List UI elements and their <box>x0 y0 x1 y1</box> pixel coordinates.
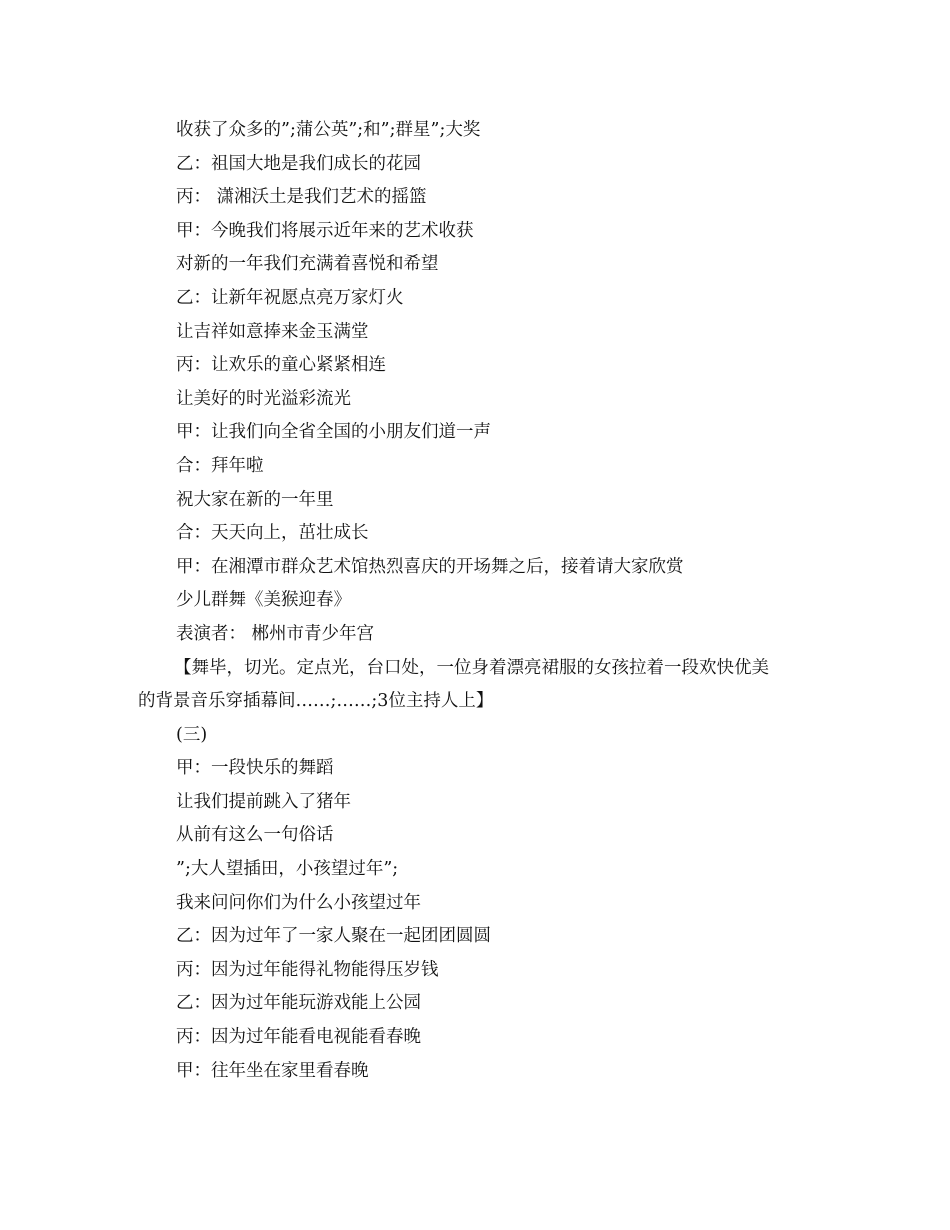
text-line: 从前有这么一句俗话 <box>176 825 334 846</box>
text-line: 甲：一段快乐的舞蹈 <box>176 758 334 779</box>
text-line: 合：拜年啦 <box>176 455 264 476</box>
section-heading: (三) <box>176 724 208 745</box>
stage-direction-line: 的背景音乐穿插幕间……;……;3位主持人上】 <box>138 691 494 712</box>
text-line: 甲：在湘潭市群众艺术馆热烈喜庆的开场舞之后，接着请大家欣赏 <box>176 556 684 577</box>
stage-direction-line: 【舞毕，切光。定点光，台口处，一位身着漂亮裙服的女孩拉着一段欢快优美 <box>174 657 769 678</box>
text-line: 收获了众多的”;蒲公英”;和”;群星”;大奖 <box>176 120 481 140</box>
text-line: 乙：祖国大地是我们成长的花园 <box>176 153 421 174</box>
text-line: 乙：因为过年能玩游戏能上公园 <box>176 993 421 1014</box>
text-line: 让吉祥如意捧来金玉满堂 <box>176 321 369 342</box>
text-line: 让我们提前跳入了猪年 <box>176 791 351 812</box>
text-line: 让美好的时光溢彩流光 <box>176 388 351 409</box>
text-line: 乙：让新年祝愿点亮万家灯火 <box>176 287 404 308</box>
text-line: 丙：让欢乐的童心紧紧相连 <box>176 355 386 376</box>
text-line: 对新的一年我们充满着喜悦和希望 <box>176 254 439 275</box>
text-line: 少儿群舞《美猴迎春》 <box>176 590 351 611</box>
text-line: 甲：往年坐在家里看春晚 <box>176 1060 369 1081</box>
document-body <box>138 114 828 1088</box>
text-line: 祝大家在新的一年里 <box>176 489 334 510</box>
text-line: 甲：今晚我们将展示近年来的艺术收获 <box>176 220 474 241</box>
text-line: 丙： 潇湘沃土是我们艺术的摇篮 <box>176 187 427 208</box>
text-line: 表演者： 郴州市青少年宫 <box>176 623 375 644</box>
text-line: 我来问问你们为什么小孩望过年 <box>176 892 421 913</box>
text-line: ”;大人望插田，小孩望过年”; <box>176 859 399 880</box>
text-line: 丙：因为过年能看电视能看春晚 <box>176 1027 421 1048</box>
text-line: 合：天天向上，茁壮成长 <box>176 523 369 544</box>
text-line: 丙：因为过年能得礼物能得压岁钱 <box>176 959 439 980</box>
text-line: 乙：因为过年了一家人聚在一起团团圆圆 <box>176 926 491 947</box>
text-line: 甲：让我们向全省全国的小朋友们道一声 <box>176 422 491 443</box>
